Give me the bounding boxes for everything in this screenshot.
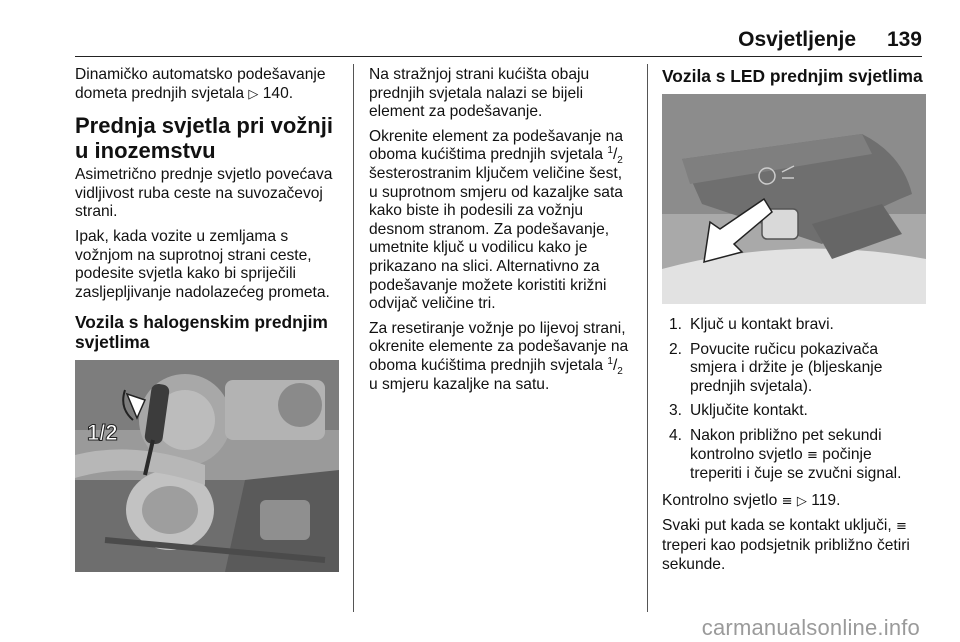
watermark: carmanualsonline.info xyxy=(701,615,920,640)
column-divider-1 xyxy=(353,64,354,612)
list-item: 1. Ključ u kontakt bravi. xyxy=(669,316,834,333)
page-header xyxy=(75,28,922,54)
fraction-numerator: 1 xyxy=(607,145,613,157)
fraction-numerator: 1 xyxy=(607,355,613,367)
step-list xyxy=(662,316,926,484)
headlight-beam-icon: ≡ xyxy=(807,447,818,463)
page-number: 139 xyxy=(886,28,922,51)
arrow-triangle-icon: ▷ xyxy=(796,492,807,508)
fraction-denominator: 2 xyxy=(617,155,623,167)
column-middle xyxy=(369,66,635,400)
list-item: 4. Nakon približno pet sekundi kontrolno svjetlo ≡ počinje treperiti i čuje se zvučni signal. xyxy=(669,426,902,483)
figure-label: 1/2 xyxy=(87,420,118,446)
column-left xyxy=(75,66,347,572)
intro-paragraph: Dinamičko automatsko podešavanje dometa prednjih svjetala ▷ 140. xyxy=(75,66,326,102)
paragraph: Okrenite element za podešavanje na oboma kućištima prednjih svjetala $^1/_2$ šesterostranim ključem veličine šest, u suprotnom smjeru od kazaljke sata kako biste ih podesili za vožnju desnom stranom. Za podešavanje, umetnite ključ u vodilicu kako je prikazano na slici. Alternativno za podešavanje možete koristiti križni odvijač veličine tri. xyxy=(369,127,623,313)
headlight-beam-icon: ≡ xyxy=(781,493,793,509)
paragraph: Na stražnjoj strani kućišta obaju prednjih svjetala nalazi se bijeli element za podešavanje. xyxy=(369,66,590,121)
cross-reference-link[interactable]: 140. xyxy=(262,84,294,102)
led-stalk-figure xyxy=(662,94,926,304)
paragraph: Za resetiranje vožnje po lijevoj strani, okrenite elemente za podešavanje na oboma kućištima prednjih svjetala $^1/_2$ u smjeru kazaljke na satu. xyxy=(369,319,629,393)
section-heading: Prednja svjetla pri vožnji u inozemstvu xyxy=(75,113,333,164)
column-right xyxy=(662,66,926,580)
section-title: Osvjetljenje xyxy=(738,28,856,51)
subheading: Vozila s halogenskim prednjim svjetlima xyxy=(75,312,328,353)
column-divider-2 xyxy=(647,64,648,612)
headlight-beam-icon: ≡ xyxy=(896,519,907,535)
fraction-denominator: 2 xyxy=(617,366,623,378)
list-item: 2. Povucite ručicu pokazivača smjera i držite je (bljeskanje prednjih svjetala). xyxy=(669,340,883,395)
header-rule xyxy=(75,56,922,57)
list-item: 3. Uključite kontakt. xyxy=(669,402,808,420)
subheading: Vozila s LED prednjim svjetlima xyxy=(662,66,923,86)
paragraph: Kontrolno svjetlo ≡ ▷ 119. xyxy=(662,491,841,509)
paragraph: Ipak, kada vozite u zemljama s vožnjom na suprotnoj strani ceste, podesite svjetla kako bi spriječili zasljepljivanje nadolazećeg prometa. xyxy=(75,227,330,301)
paragraph: Svaki put kada se kontakt uključi, ≡ treperi kao podsjetnik približno četiri sekunde. xyxy=(662,517,910,573)
arrow-triangle-icon: ▷ xyxy=(248,85,259,101)
halogen-headlight-adjustment-figure xyxy=(75,360,339,572)
cross-reference-link[interactable]: 119. xyxy=(811,491,841,509)
paragraph: Asimetrično prednje svjetlo povećava vidljivost ruba ceste na suvozačevoj strani. xyxy=(75,166,333,221)
